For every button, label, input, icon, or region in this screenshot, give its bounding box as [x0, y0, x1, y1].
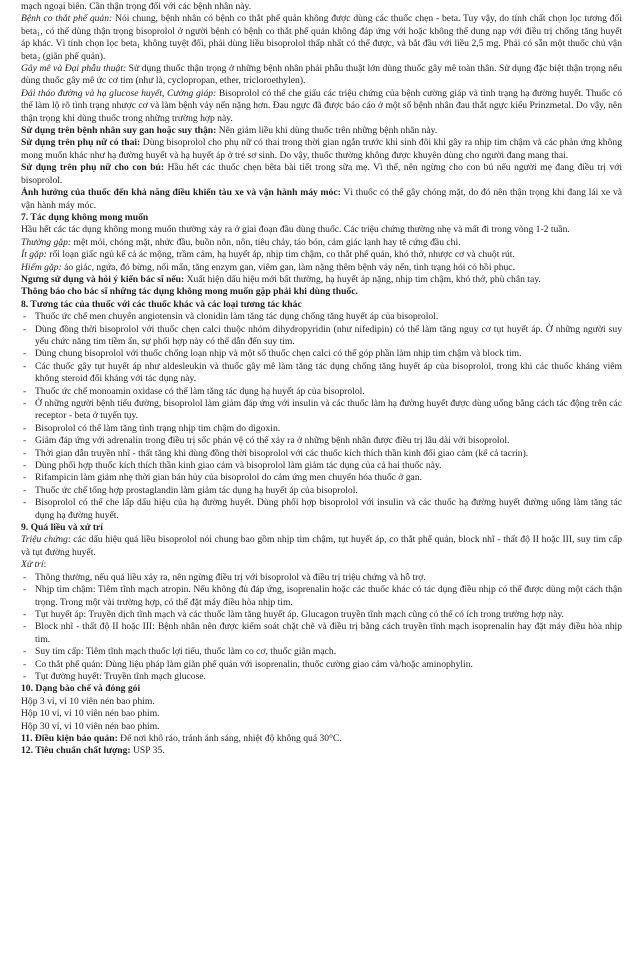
continued-text: mạch ngoại biên. Cần thận trọng đối với các bệnh nhân này.	[21, 1, 252, 12]
adverse-rare: Hiếm gặp: ảo giác, ngứa, đỏ bừng, nổi mẩn, tăng enzym gan, viêm gan, làm nặng thêm bệnh vảy nến, tình trạng hói có hồi phục.	[21, 261, 515, 273]
adverse-stop-use: Ngưng sử dụng và hỏi ý kiến bác sĩ nếu: Xuất hiện dấu hiệu mới bất thường, hạ huyết áp nặng, nhịp tim chậm, khó thở, phù chân tay.	[21, 273, 541, 285]
section-9-overdose	[21, 522, 622, 683]
interaction-list	[21, 311, 622, 522]
precaution-liver-kidney: Sử dụng trên bệnh nhân suy gan hoặc suy thận: Nên giảm liều khi dùng thuốc trên những bệnh nhân này.	[21, 125, 438, 137]
adverse-notify: Thông báo cho bác sĩ những tác dụng không mong muốn gặp phải khi dùng thuốc.	[21, 286, 358, 298]
adverse-intro: Hầu hết các tác dụng không mong muốn thường xảy ra ở giai đoạn đầu dùng thuốc. Các triệu chứng thường nhẹ và mất đi trong vòng 1-2 tuần.	[21, 224, 570, 236]
list-item: - Giảm đáp ứng với adrenalin trong điều trị sốc phản vệ có thể xảy ra ở những bệnh nhân được điều trị lâu dài với bisoprolol.	[21, 435, 622, 447]
list-item: - Co thắt phế quản: Dùng liệu pháp làm giãn phế quản với isoprenalin, thuốc cường giao cảm và/hoặc aminophylin.	[21, 659, 622, 671]
section-7-adverse-effects	[21, 212, 622, 299]
package-line: Hộp 3 vỉ, vỉ 10 viên nén bao phim.	[21, 695, 155, 707]
list-item: - Bisoprolol có thể làm tăng tình trạng nhịp tim chậm do digoxin.	[21, 423, 622, 435]
list-item: - Tụt huyết áp: Truyền dịch tĩnh mạch và các thuốc làm tăng huyết áp. Glucagon truyền tĩnh mạch cũng có thể có ích trong trường hợp này.	[21, 609, 622, 621]
list-item: - Suy tim cấp: Tiêm tĩnh mạch thuốc lợi tiểu, thuốc làm co cơ, thuốc giãn mạch.	[21, 646, 622, 658]
section-heading: 10. Dạng bào chế và đóng gói	[21, 683, 141, 695]
precaution-driving: Ảnh hưởng của thuốc đến khả năng điều khiển tàu xe và vận hành máy móc: Vì thuốc có thể gây chóng mặt, do đó nên thận trọng khi đang lái xe và vận hành máy móc.	[21, 187, 623, 211]
adverse-common: Thường gặp: mệt mỏi, chóng mặt, nhức đầu, buồn nôn, nôn, tiêu chảy, táo bón, cảm giác lạnh hay tê cứng đầu chi.	[21, 236, 461, 248]
package-line: Hộp 30 vỉ, vỉ 10 viên nén bao phim.	[21, 720, 160, 732]
list-item: - Thời gian dẫn truyền nhĩ - thất tăng khi dùng đồng thời bisoprolol với các thuốc kích thích thần kinh đối giao cảm (kể cả tacrin).	[21, 448, 622, 460]
section-heading: 8. Tương tác của thuốc với các thuốc khác và các loại tương tác khác	[21, 298, 302, 310]
section-heading: 7. Tác dụng không mong muốn	[21, 211, 149, 223]
precaution-diabetes: Đái tháo đường và hạ glucose huyết, Cường giáp: Bisoprolol có thể che giấu các triệu chứng của bệnh cường giáp và tình trạng hạ đường huyết. Thuốc có thể làm lộ rõ tình trạng nhược cơ và làm bệnh vảy nến nặng hơn. Đau ngực đã được báo cáo ở một số bệnh nhân đau thắt ngực kiểu Prinzmetal. Do vậy, nên thận trọng khi dùng thuốc trong những trường hợp này.	[21, 87, 622, 124]
list-item: - Các thuốc gây tụt huyết áp như aldesleukin và thuốc gây mê làm tăng tác dụng chống tăng huyết áp của bisoprolol, trong khi các thuốc kháng viêm không steroid đối kháng với tác dụng này.	[21, 361, 622, 386]
list-item: - Dùng đồng thời bisoprolol với thuốc chẹn calci thuộc nhóm dihydropyridin (như nifedipin) có thể làm tăng nguy cơ tụt huyết áp. Ở những người suy yếu chức năng tim tiềm ẩn, sự phối hợp này có thể dẫn đến suy tim.	[21, 324, 622, 349]
package-line: Hộp 10 vỉ, vỉ 10 viên nén bao phim.	[21, 708, 160, 720]
section-12-quality-standard: 12. Tiêu chuẩn chất lượng: USP 35.	[21, 745, 165, 757]
section-10-packaging	[21, 683, 622, 733]
treatment-list	[21, 572, 622, 684]
list-item: - Nhịp tim chậm: Tiêm tĩnh mạch atropin. Nếu không đủ đáp ứng, isoprenalin hoặc các thuốc khác có tác dụng điều nhịp có thể được dùng một cách thận trọng. Trong một vài trường hợp, có thể đặt máy điều hòa nhịp tim.	[21, 584, 622, 609]
list-item: - Block nhĩ - thất độ II hoặc III: Bệnh nhân nên được kiểm soát chặt chẽ và điều trị bằng cách truyền tĩnh mạch isoprenalin hay đặt máy điều hòa nhịp tim.	[21, 621, 622, 646]
precaution-breastfeeding: Sử dụng trên phụ nữ cho con bú: Hầu hết các thuốc chẹn bêta bài tiết trong sữa mẹ. Vì thế, nên ngừng cho con bú nếu người mẹ đang điều trị với bisoprolol.	[21, 162, 622, 186]
overdose-symptoms: Triệu chứng: các dấu hiệu quá liều bisoprolol nói chung bao gồm nhịp tim chậm, tụt huyết áp, co thắt phế quản, block nhĩ - thất độ II hoặc III, suy tim cấp và tụt đường huyết.	[21, 534, 622, 558]
overdose-treatment-label: Xử trí:	[21, 559, 47, 571]
adverse-uncommon: Ít gặp: rối loạn giấc ngủ kể cả ác mộng, trầm cảm, hạ huyết áp, nhịp tim chậm, co thắt phế quản, khó thở, nhược cơ và chuột rút.	[21, 249, 515, 261]
list-item: - Thuốc ức chế monoamin oxidase có thể làm tăng tác dụng hạ huyết áp của bisoprolol.	[21, 386, 622, 398]
precaution-bronchospasm: Bệnh co thắt phế quản: Nói chung, bệnh nhân có bệnh co thắt phế quản không được dùng các thuốc chẹn - beta. Tuy vậy, do tính chất chọn lọc tương đối beta₁, có thể dùng thận trọng bisoprolol ở người bệnh có bệnh co thắt phế quản không đáp ứng với hoặc không thể dung nạp với điều trị chống tăng huyết áp khác. Vì tính chọn lọc beta₁ không tuyệt đối, phải dùng liều bisoprolol thấp nhất có thể được, và bắt đầu với liều 2,5 mg. Phải có sẵn một thuốc chủ vận beta₂ (giãn phế quản).	[21, 13, 622, 62]
precaution-pregnancy: Sử dụng trên phụ nữ có thai: Dùng bisoprolol cho phụ nữ có thai trong thời gian ngắn trước khi sinh đôi khi gây ra nhịp tim chậm và các phản ứng không mong muốn khác như hạ đường huyết và hạ huyết áp ở trẻ sơ sinh. Do vậy, thuốc thường không được khuyên dùng cho người đang mang thai.	[21, 137, 622, 161]
section-8-interactions	[21, 299, 622, 522]
list-item: - Dùng phối hợp thuốc kích thích thần kinh giao cảm và bisoprolol làm giảm tác dụng của cả hai thuốc này.	[21, 460, 622, 472]
section-11-storage: 11. Điều kiện bảo quản: Để nơi khô ráo, tránh ánh sáng, nhiệt độ không quá 30°C.	[21, 732, 342, 744]
list-item: - Thông thường, nếu quá liều xảy ra, nên ngừng điều trị với bisoprolol và điều trị triệu chứng và hỗ trợ.	[21, 572, 622, 584]
list-item: - Bisoprolol có thể che lấp dấu hiệu của hạ đường huyết. Dùng phối hợp bisoprolol với insulin và các thuốc hạ đường huyết đường uống làm tăng tác dụng hạ đường huyết.	[21, 497, 622, 522]
precaution-anesthesia: Gây mê và Đại phẫu thuật: Sử dụng thuốc thận trọng ở những bệnh nhân phải phẫu thuật lớn dùng thuốc gây mê toàn thân. Sử dụng đặc biệt thận trọng nếu dùng thuốc gây mê ức cơ tim (như là, cyclopropan, ether, tricloroethylen).	[21, 63, 622, 87]
list-item: - Ở những người bệnh tiểu đường, bisoprolol làm giảm đáp ứng với insulin và các thuốc làm hạ đường huyết được dùng uống bằng cách tác động trên các receptor - beta ở tuyến tụy.	[21, 398, 622, 423]
list-item: - Tụt đường huyết: Truyền tĩnh mạch glucose.	[21, 671, 622, 683]
section-heading: 9. Quá liều và xử trí	[21, 522, 103, 534]
precautions-section	[21, 13, 622, 212]
list-item: - Rifampicin làm giảm nhẹ thời gian bán hủy của bisoprolol do cảm ứng men chuyển hóa thuốc ở gan.	[21, 472, 622, 484]
list-item: - Thuốc ức chế men chuyển angiotensin và clonidin làm tăng tác dụng chống tăng huyết áp của bisoprolol.	[21, 311, 622, 323]
list-item: - Thuốc ức chế tổng hợp prostaglandin làm giảm tác dụng hạ huyết áp của bisoprolol.	[21, 485, 622, 497]
list-item: - Dùng chung bisoprolol với thuốc chống loạn nhịp và một số thuốc chẹn calci có thể góp phần làm nhịp tim chậm và block tim.	[21, 348, 622, 360]
